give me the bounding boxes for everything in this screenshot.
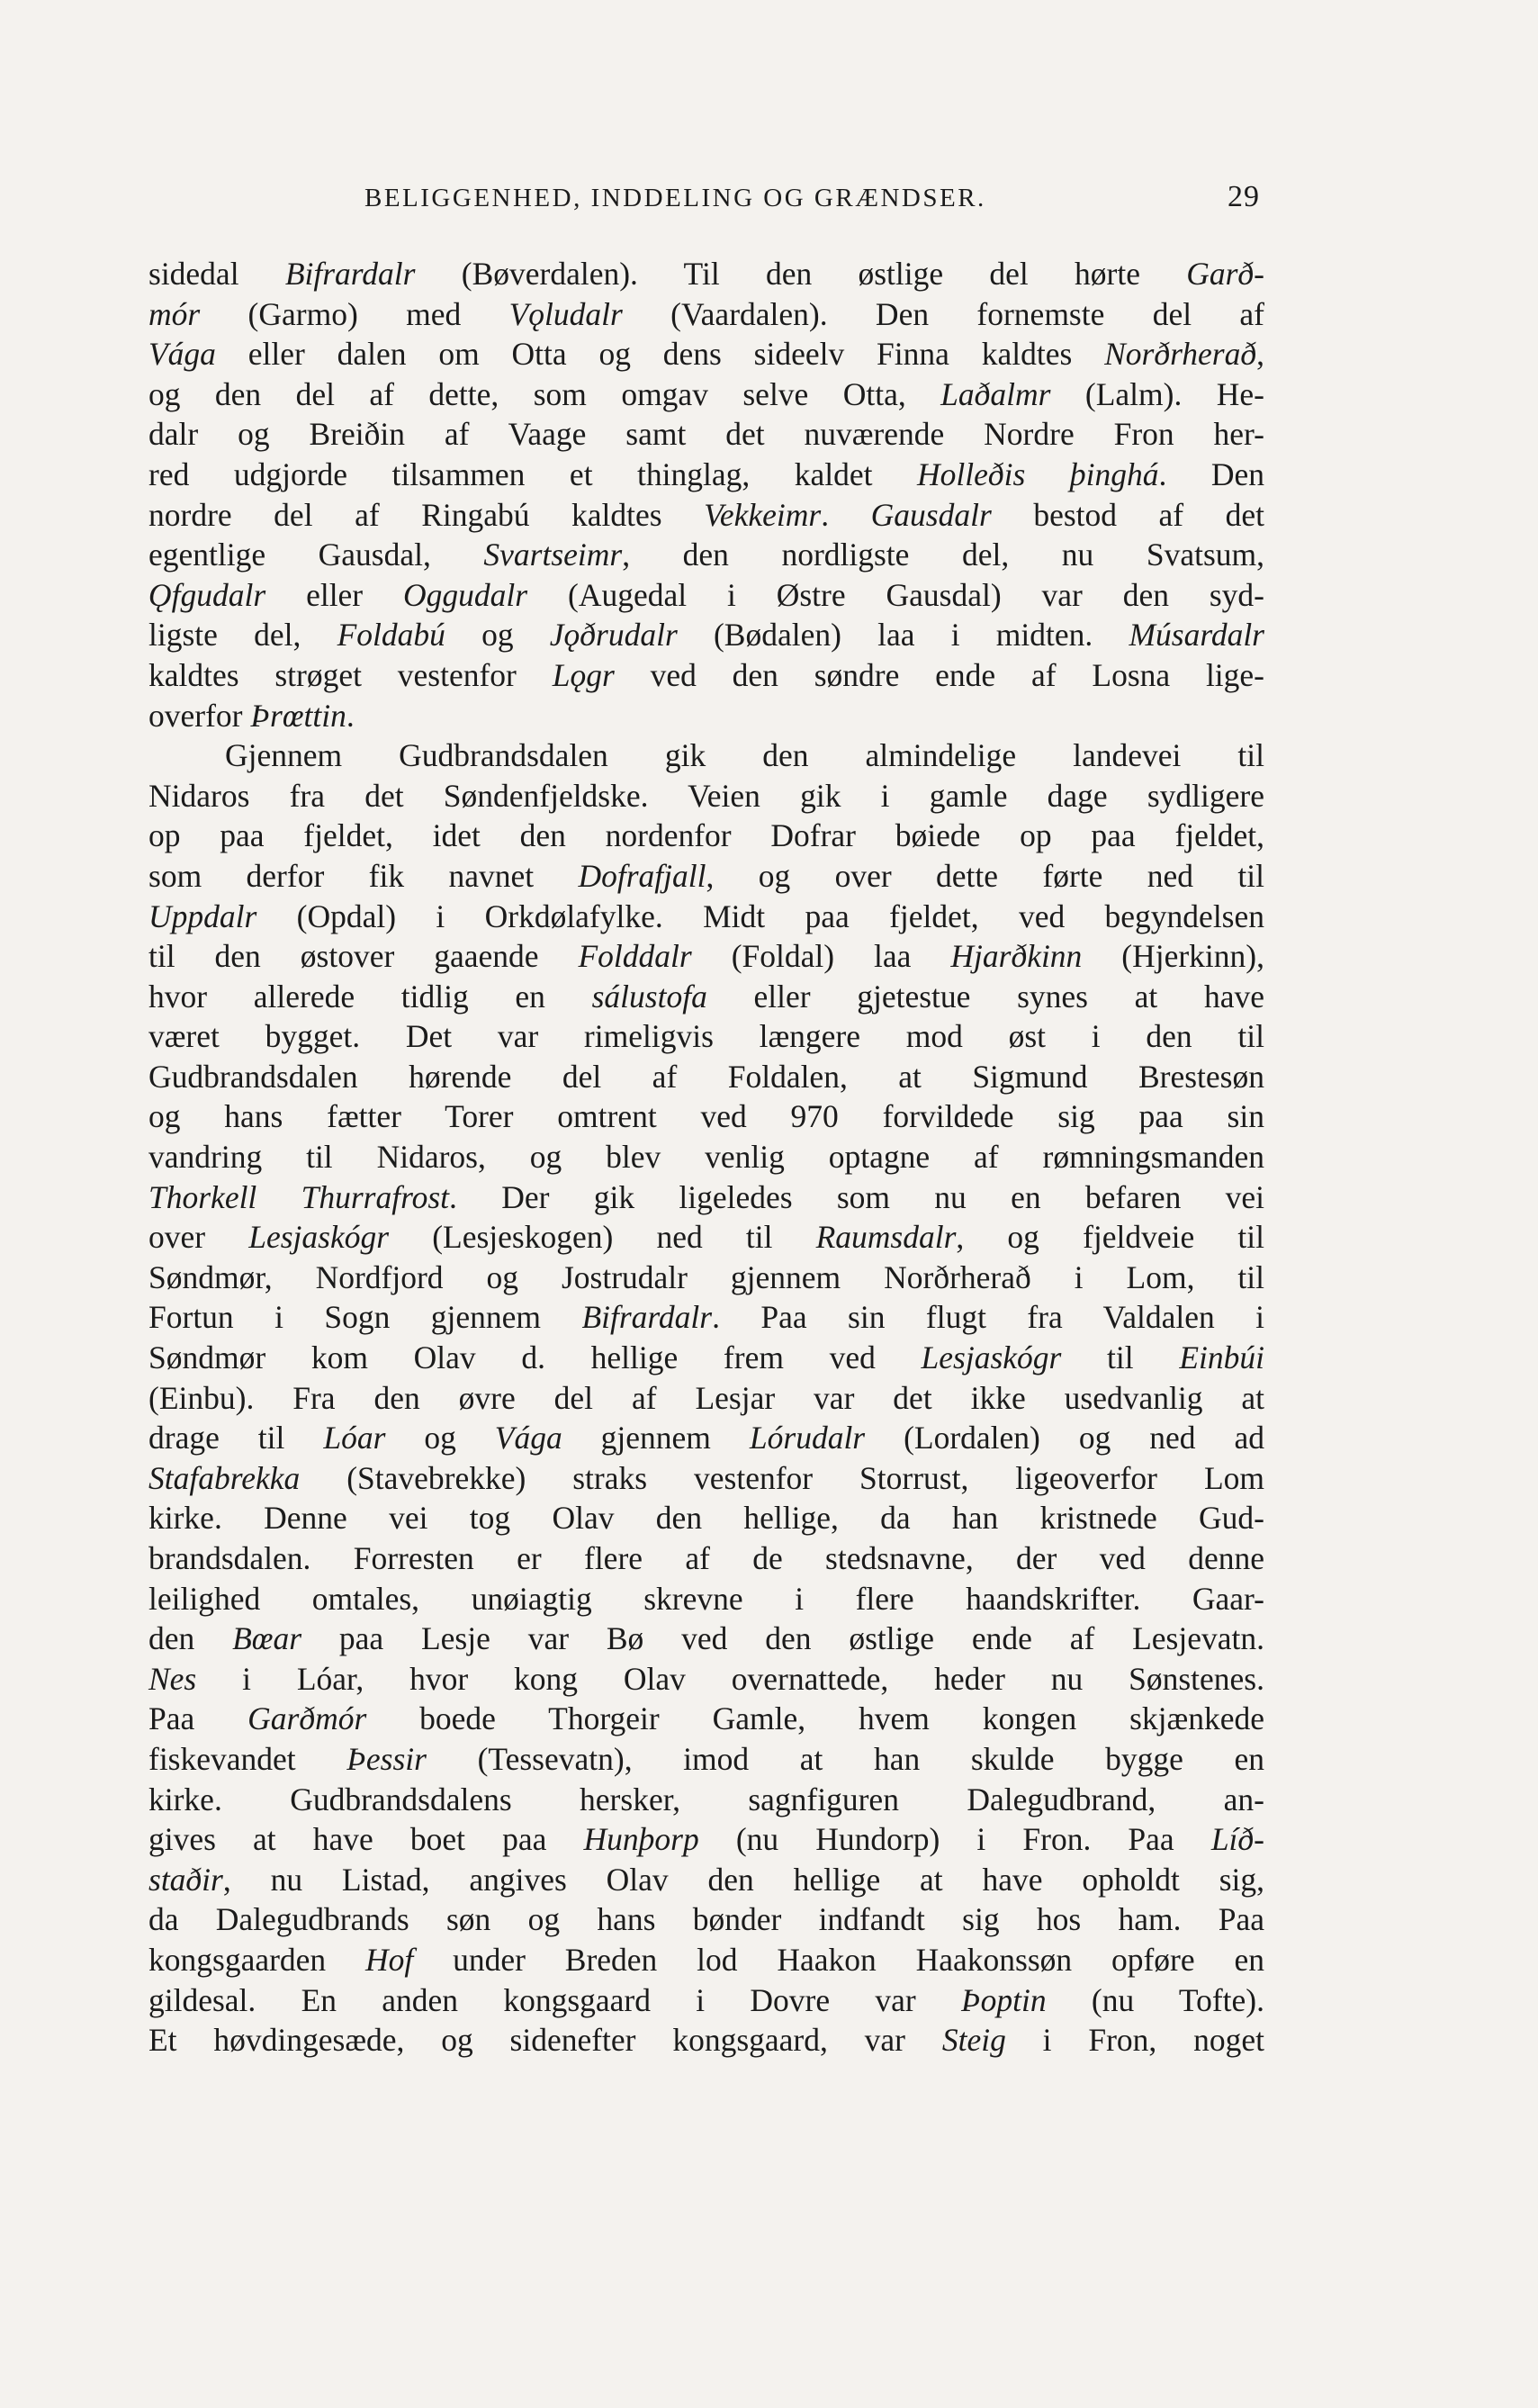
- text-segment: (Foldal) laa: [691, 938, 951, 975]
- text-segment: til den østover gaaende: [148, 938, 579, 975]
- text-segment: over: [148, 1219, 249, 1256]
- text-line: [148, 856, 1264, 897]
- italic-term: Svartseimr: [483, 537, 623, 573]
- italic-term: Uppdalr: [148, 897, 257, 934]
- text-line: [148, 1780, 1264, 1820]
- italic-term: Lesjaskógr: [921, 1339, 1062, 1376]
- italic-term: Oggudalr: [403, 576, 528, 613]
- text-line: [148, 414, 1264, 455]
- text-segment: op paa fjeldet, idet den nordenfor Dofrar bøiede op paa fjeldet,: [148, 817, 1264, 854]
- italic-term: Jǫðrudalr: [549, 617, 678, 654]
- italic-term: Vekkeimr: [704, 496, 822, 533]
- text-segment: . Den: [1158, 455, 1264, 492]
- text-line: [148, 535, 1264, 575]
- text-segment: Nidaros fra det Søndenfjeldske. Veien gik i gamle dage sydligere: [148, 777, 1264, 814]
- text-segment: og: [445, 617, 550, 654]
- italic-term: Nes: [148, 1660, 197, 1697]
- page-number: 29: [1228, 180, 1260, 213]
- text-line: [148, 1940, 1264, 1980]
- italic-term: sálustofa: [591, 978, 707, 1015]
- italic-term: Hjarðkinn: [950, 938, 1083, 975]
- text-line: [148, 374, 1264, 415]
- text-segment: gildesal. En anden kongsgaard i Dovre var: [148, 1981, 961, 2018]
- text-segment: overfor: [148, 697, 251, 734]
- text-segment: i Lóar, hvor kong Olav overnattede, heder nu Sønstenes.: [196, 1660, 1264, 1697]
- text-segment: gjennem: [562, 1420, 750, 1457]
- text-line: [148, 1458, 1264, 1499]
- italic-term: Lóar: [323, 1420, 386, 1457]
- text-segment: ,: [1256, 336, 1264, 373]
- text-segment: (Vaardalen). Den fornemste del af: [622, 295, 1264, 332]
- italic-term: Thorkell Thurrafrost: [148, 1178, 450, 1215]
- text-segment: Søndmør, Nordfjord og Jostrudalr gjennem Norðrherað i Lom, til: [148, 1258, 1264, 1295]
- text-line: [148, 816, 1264, 856]
- text-line: [148, 615, 1264, 655]
- text-line: [148, 1619, 1264, 1659]
- text-segment: sidedal: [148, 256, 285, 292]
- italic-term: Hunþorp: [583, 1821, 699, 1858]
- text-line: [148, 495, 1264, 536]
- text-segment: (Bøverdalen). Til den østlige del hørte: [415, 256, 1187, 292]
- text-line: [148, 254, 1264, 294]
- text-segment: vandring til Nidaros, og blev venlig optagne af rømningsmanden: [148, 1139, 1264, 1176]
- text-segment: nordre del af Ringabú kaldtes: [148, 496, 705, 533]
- text-segment: (Lesjeskogen) ned til: [389, 1219, 816, 1256]
- italic-term: Garð-: [1186, 256, 1264, 292]
- text-line: [148, 1137, 1264, 1177]
- italic-term: Vága: [494, 1420, 562, 1457]
- text-line: [148, 294, 1264, 335]
- text-line: [148, 1418, 1264, 1458]
- text-segment: i Fron, noget: [1005, 2022, 1264, 2059]
- italic-term: Hof: [365, 1941, 414, 1978]
- text-segment: (Einbu). Fra den øvre del af Lesjar var det ikke usedvanlig at: [148, 1379, 1264, 1416]
- text-segment: Gjennem Gudbrandsdalen gik den almindelige landevei til: [225, 737, 1264, 774]
- text-line: [148, 1057, 1264, 1097]
- text-line: [148, 735, 1264, 776]
- text-line: [148, 1217, 1264, 1258]
- text-segment: den: [148, 1620, 233, 1657]
- text-line: [148, 1739, 1264, 1780]
- italic-term: Bœar: [232, 1620, 302, 1657]
- text-line: [148, 1819, 1264, 1860]
- text-segment: bestod af det: [991, 496, 1265, 533]
- text-segment: . Der gik ligeledes som nu en befaren vei: [449, 1178, 1264, 1215]
- italic-term: Lórudalr: [749, 1420, 866, 1457]
- text-line: [148, 1338, 1264, 1378]
- text-segment: Fortun i Sogn gjennem: [148, 1299, 582, 1336]
- text-segment: (nu Hundorp) i Fron. Paa: [698, 1821, 1211, 1858]
- text-line: [148, 897, 1264, 937]
- text-segment: og den del af dette, som omgav selve Otta,: [148, 375, 941, 412]
- text-segment: Søndmør kom Olav d. hellige frem ved: [148, 1339, 922, 1376]
- text-line: [148, 1258, 1264, 1298]
- text-line: [148, 696, 1264, 736]
- text-line: [148, 334, 1264, 374]
- text-line: [148, 936, 1264, 977]
- text-segment: kongsgaarden: [148, 1941, 366, 1978]
- text-segment: ved den søndre ende af Losna lige-: [614, 656, 1265, 693]
- text-segment: Paa: [148, 1700, 248, 1737]
- text-line: [148, 455, 1264, 495]
- text-segment: kaldtes strøget vestenfor: [148, 656, 553, 693]
- text-segment: under Breden lod Haakon Haakonssøn opføre en: [413, 1941, 1264, 1978]
- italic-term: Raumsdalr: [815, 1219, 957, 1256]
- italic-term: Þessir: [346, 1740, 427, 1777]
- text-segment: kirke. Denne vei tog Olav den hellige, da han kristnede Gud-: [148, 1500, 1264, 1537]
- text-line: [148, 1378, 1264, 1419]
- text-segment: (Stavebrekke) straks vestenfor Storrust, ligeoverfor Lom: [300, 1459, 1264, 1496]
- italic-term: Laðalmr: [940, 375, 1051, 412]
- text-segment: (Hjerkinn),: [1082, 938, 1264, 975]
- text-line: [148, 1177, 1264, 1218]
- text-segment: . Paa sin flugt fra Valdalen i: [712, 1299, 1264, 1336]
- italic-term: Holleðis þinghá: [917, 455, 1159, 492]
- text-segment: Gudbrandsdalen hørende del af Foldalen, at Sigmund Brestesøn: [148, 1058, 1264, 1095]
- text-segment: red udgjorde tilsammen et thinglag, kaldet: [148, 455, 918, 492]
- text-line: [148, 1980, 1264, 2021]
- text-segment: eller: [265, 576, 404, 613]
- italic-term: Þoptin: [960, 1981, 1047, 2018]
- italic-term: Músardalr: [1129, 617, 1265, 654]
- text-segment: og hans fætter Torer omtrent ved 970 forvildede sig paa sin: [148, 1098, 1264, 1135]
- page-header: [153, 180, 1260, 214]
- text-line: [148, 2020, 1264, 2061]
- text-line: [148, 1579, 1264, 1619]
- italic-term: Foldabú: [337, 617, 445, 654]
- text-segment: (Lalm). He-: [1050, 375, 1264, 412]
- text-segment: og: [385, 1420, 495, 1457]
- text-segment: .: [821, 496, 871, 533]
- italic-term: Bifrardalr: [284, 256, 416, 292]
- text-segment: Et høvdingesæde, og sidenefter kongsgaard, var: [148, 2022, 942, 2059]
- italic-term: Steig: [941, 2022, 1006, 2059]
- italic-term: Líð-: [1210, 1821, 1264, 1858]
- text-segment: eller dalen om Otta og dens sideelv Finna kaldtes: [215, 336, 1105, 373]
- italic-term: Folddalr: [578, 938, 692, 975]
- text-line: [148, 575, 1264, 616]
- text-segment: da Dalegudbrands søn og hans bønder indfandt sig hos ham. Paa: [148, 1901, 1264, 1938]
- text-segment: (Augedal i Østre Gausdal) var den syd-: [527, 576, 1265, 613]
- text-segment: leilighed omtales, unøiagtig skrevne i flere haandskrifter. Gaar-: [148, 1580, 1264, 1617]
- italic-term: Þrœttin: [250, 697, 346, 734]
- italic-term: Lǫgr: [552, 656, 615, 693]
- text-segment: drage til: [148, 1420, 324, 1457]
- text-segment: , og fjeldveie til: [956, 1219, 1264, 1256]
- text-line: [148, 655, 1264, 696]
- text-line: [148, 1860, 1264, 1900]
- text-segment: kirke. Gudbrandsdalens hersker, sagnfiguren Dalegudbrand, an-: [148, 1781, 1264, 1817]
- italic-term: Ǫfgudalr: [148, 576, 266, 613]
- text-segment: (Tessevatn), imod at han skulde bygge en: [426, 1740, 1264, 1777]
- text-line: [148, 1498, 1264, 1538]
- text-segment: egentlige Gausdal,: [148, 537, 484, 573]
- italic-term: mór: [148, 295, 201, 332]
- text-segment: .: [346, 697, 355, 734]
- italic-term: Dofrafjall: [578, 857, 706, 894]
- text-segment: ligste del,: [148, 617, 337, 654]
- italic-term: Lesjaskógr: [248, 1219, 390, 1256]
- text-segment: til: [1061, 1339, 1180, 1376]
- text-segment: eller gjetestue synes at have: [706, 978, 1264, 1015]
- italic-term: Vága: [148, 336, 216, 373]
- italic-term: Stafabrekka: [148, 1459, 301, 1496]
- text-line: [148, 1699, 1264, 1739]
- text-segment: (nu Tofte).: [1046, 1981, 1264, 2018]
- italic-term: Norðrherað: [1104, 336, 1257, 373]
- text-segment: (Lordalen) og ned ad: [865, 1420, 1264, 1457]
- text-line: [148, 1659, 1264, 1700]
- text-line: [148, 1297, 1264, 1338]
- text-segment: , den nordligste del, nu Svatsum,: [622, 537, 1264, 573]
- text-segment: (Bødalen) laa i midten.: [677, 617, 1129, 654]
- italic-term: Gausdalr: [870, 496, 992, 533]
- text-line: [148, 977, 1264, 1017]
- italic-term: Bifrardalr: [581, 1299, 713, 1336]
- text-line: [148, 1899, 1264, 1940]
- text-line: [148, 776, 1264, 816]
- text-segment: , nu Listad, angives Olav den hellige at have opholdt sig,: [222, 1861, 1264, 1898]
- running-head: BELIGGENHED, INDDELING OG GRÆNDSER.: [364, 184, 986, 212]
- text-line: [148, 1016, 1264, 1057]
- text-segment: dalr og Breiðin af Vaage samt det nuværende Nordre Fron her-: [148, 416, 1264, 453]
- text-segment: været bygget. Det var rimeligvis længere mod øst i den til: [148, 1018, 1264, 1055]
- italic-term: Vǫludalr: [508, 295, 623, 332]
- italic-term: Einbúi: [1179, 1339, 1264, 1376]
- text-line: [148, 1538, 1264, 1579]
- text-segment: , og over dette førte ned til: [706, 857, 1264, 894]
- italic-term: Garðmór: [247, 1700, 367, 1737]
- text-segment: brandsdalen. Forresten er flere af de stedsnavne, der ved denne: [148, 1540, 1264, 1576]
- text-segment: paa Lesje var Bø ved den østlige ende af Lesjevatn.: [301, 1620, 1264, 1657]
- text-segment: fiskevandet: [148, 1740, 347, 1777]
- text-segment: boede Thorgeir Gamle, hvem kongen skjænkede: [366, 1700, 1264, 1737]
- italic-term: staðir: [148, 1861, 223, 1898]
- text-segment: gives at have boet paa: [148, 1821, 584, 1858]
- text-line: [148, 1096, 1264, 1137]
- text-segment: som derfor fik navnet: [148, 857, 579, 894]
- text-segment: hvor allerede tidlig en: [148, 978, 592, 1015]
- body-text: [148, 254, 1264, 2061]
- text-segment: (Opdal) i Orkdølafylke. Midt paa fjeldet, ved begyndelsen: [256, 897, 1264, 934]
- text-segment: (Garmo) med: [200, 295, 509, 332]
